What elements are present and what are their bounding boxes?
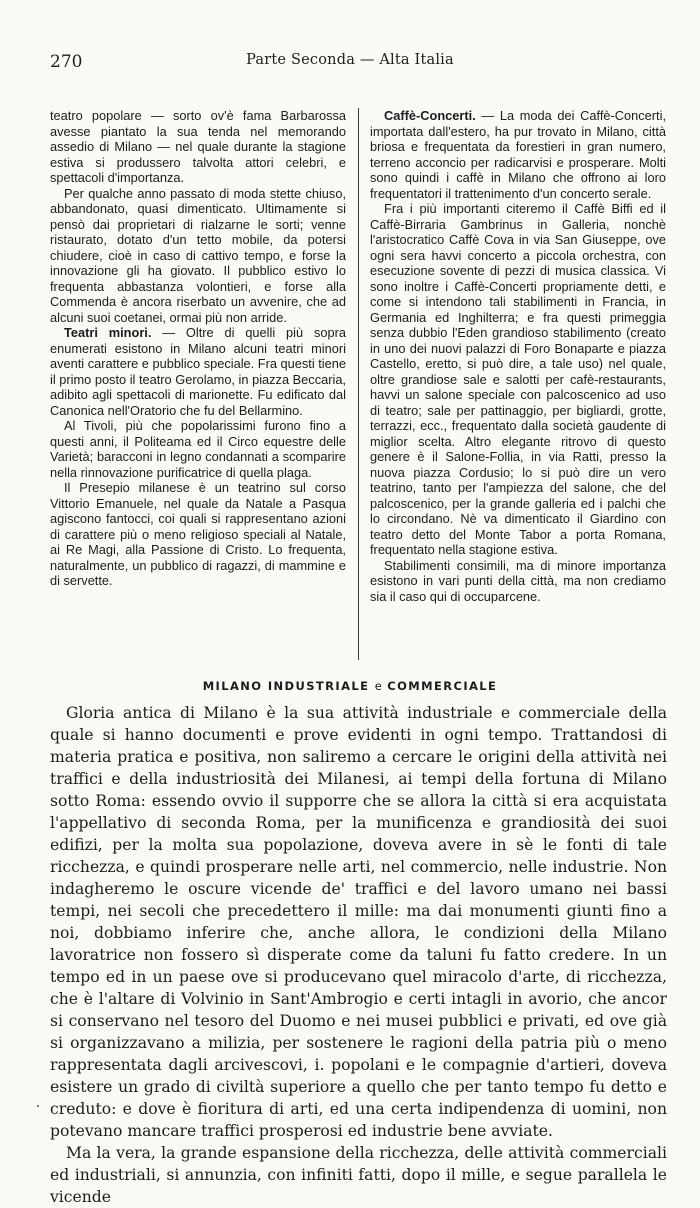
- paragraph-text: — La moda dei Caffè-Concerti, importata dall'estero, ha pur trovato in Milano, città briosa e frequentata da forestieri in gran numero, terreno acconcio per radicarvisi e prosperare. Molti sono quindi i caffè in Milano che offrono ai loro frequentatori il trattenimento d'un concerto serale.: [370, 108, 666, 201]
- paragraph: Per qualche anno passato di moda stette chiuso, abbandonato, quasi dimenticato. Ultimamente si pensò dai proprietari di rialzarne le sorti; venne ristaurato, dotato d'un tetto mobile, da potersi chiudere, cioè in caso di cattivo tempo, e forse la innovazione gli ha giovato. Il pubblico estivo lo frequenta abbastanza volontieri, e forse alla Commenda è ancora riserbato un avvenire, che ad alcuni suoi coetanei, ormai più non arride.: [50, 185, 346, 325]
- paragraph: teatro popolare — sorto ov'è fama Barbarossa avesse piantato la sua tenda nel memorando assedio di Milano — nel quale durante la stagione estiva si produssero talvolta attori celebri, e spettacoli d'importanza.: [50, 108, 346, 185]
- paragraph: Ma la vera, la grande espansione della ricchezza, delle attività commerciali ed industriali, si annunzia, con infiniti fatti, dopo il mille, e segue parallela le vicende: [50, 1144, 667, 1206]
- two-column-text: [50, 108, 667, 660]
- section-body: [50, 702, 667, 1208]
- print-speck: [37, 1105, 39, 1107]
- section-title-part2: COMMERCIALE: [387, 679, 498, 693]
- section-title-connector: e: [374, 679, 382, 693]
- column-divider: [358, 108, 359, 660]
- paragraph: Gloria antica di Milano è la sua attività industriale e commerciale della quale si hanno documenti e prove evidenti in ogni tempo. Trattandosi di materia pratica e positiva, non saliremo a cercare le origini della attività nei traffici e della industriosità dei Milanesi, ai tempi della fortuna di Milano sotto Roma: essendo ovvio il supporre che se allora la città si era acquistata l'appellativo di seconda Roma, per la munificenza e grandiosità dei suoi edifizi, per la molta sua popolazione, doveva avere in sè le fonti di tale ricchezza, e quindi prosperare nelle arti, nel commercio, nelle industrie. Non indagheremo le oscure vicende de' traffici e del lavoro umano nei bassi tempi, nei secoli che precedettero il mille: ma dai monumenti giunti fino a noi, dobbiamo inferire che, anche allora, le condizioni della Milano lavoratrice non fossero sì disperate come da taluni fu fatto credere. In un tempo ed in un paese ove si producevano quel miracolo d'arte, di ricchezza, che è l'altare di Volvinio in Sant'Ambrogio e certi intagli in avorio, che ancor si conservano nel tesoro del Duomo e nei musei pubblici e privati, ed ove già si organizzavano a milizia, per sostenere le ragioni della patria più o meno rappresentata dagli arcivescovi, i. popolani e le compagnie d'artieri, doveva esistere un grado di civiltà superiore a quello che per tanto tempo fu detto e creduto: e dove è fioritura di arti, ed una certa indipendenza di uomini, non potevano mancare traffici prosperosi ed industrie bene avviate.: [50, 704, 667, 1140]
- section-title-part1: MILANO INDUSTRIALE: [202, 679, 370, 693]
- page-number: 270: [50, 52, 83, 72]
- right-column: [370, 108, 666, 604]
- paragraph-text: — Oltre di quelli più sopra enumerati esistono in Milano alcuni teatri minori aventi carattere e pubblico speciale. Fra questi tiene il primo posto il teatro Gerolamo, in piazza Beccaria, adibito agli spettacoli di marionette. Fu edificato dal Canonica nell'Oratorio che fu del Bellarmino.: [50, 325, 346, 418]
- paragraph: Al Tivoli, più che popolarissimi furono fino a questi anni, il Politeama ed il Circo equestre delle Varietà; baracconi in legno condannati a scomparire nella rinnovazione purificatrice di quella plaga.: [50, 418, 346, 480]
- paragraph: Stabilimenti consimili, ma di minore importanza esistono in vari punti della città, ma non crediamo sia il caso qui di occuparcene.: [370, 557, 666, 604]
- paragraph: Il Presepio milanese è un teatrino sul corso Vittorio Emanuele, nel quale da Natale a Pasqua agiscono fantocci, coi quali si rappresentano azioni di carattere più o meno religioso speciali al Natale, ai Re Magi, alla Passione di Cristo. Lo frequenta, naturalmente, un pubblico di ragazzi, di mammine e di servette.: [50, 480, 346, 588]
- running-title: Parte Seconda — Alta Italia: [246, 52, 454, 68]
- run-in-heading: Caffè-Concerti.: [384, 108, 476, 123]
- run-in-heading: Teatri minori.: [64, 325, 152, 340]
- paragraph-caffe-concerti: [370, 108, 666, 201]
- paragraph: Fra i più importanti citeremo il Caffè Biffi ed il Caffè-Birraria Gambrinus in Galleria, nonchè l'aristocratico Caffè Cova in via San Giuseppe, ove ogni sera havvi concerto a piccola orchestra, con esecuzione sovente di pezzi di musica classica. Vi sono inoltre i Caffè-Concerti propriamente detti, e come si intendono tali stabilimenti in Francia, in Germania ed Inghilterra; e fra questi primeggia senza dubbio l'Eden grandioso stabilimento (creato in uno dei nuovi palazzi di Foro Bonaparte e piazza Castello, eretto, si può dire, a tale uso) nel quale, oltre grandiose sale e salotti per cafè-restaurants, havvi un salone speciale con palcoscenico ad uso di teatro; sale per pattinaggio, per bigliardi, grotte, terrazzi, ecc., frequentato dalla società gaudente di miglior scelta. Altro elegante ritrovo di questo genere è il Salone-Follia, in via Ratti, presso la nuova piazza Cordusio; lo si può dire un vero teatrino, tanto per l'ampiezza del salone, che del palcoscenico, per la grande galleria ed i palchi che lo circondano. Nè va dimenticato il Giardino con teatro detto del Monte Tabor a porta Romana, frequentato nella stagione estiva.: [370, 201, 666, 557]
- paragraph-teatri-minori: [50, 325, 346, 418]
- left-column: [50, 108, 346, 589]
- section-title: [0, 679, 700, 693]
